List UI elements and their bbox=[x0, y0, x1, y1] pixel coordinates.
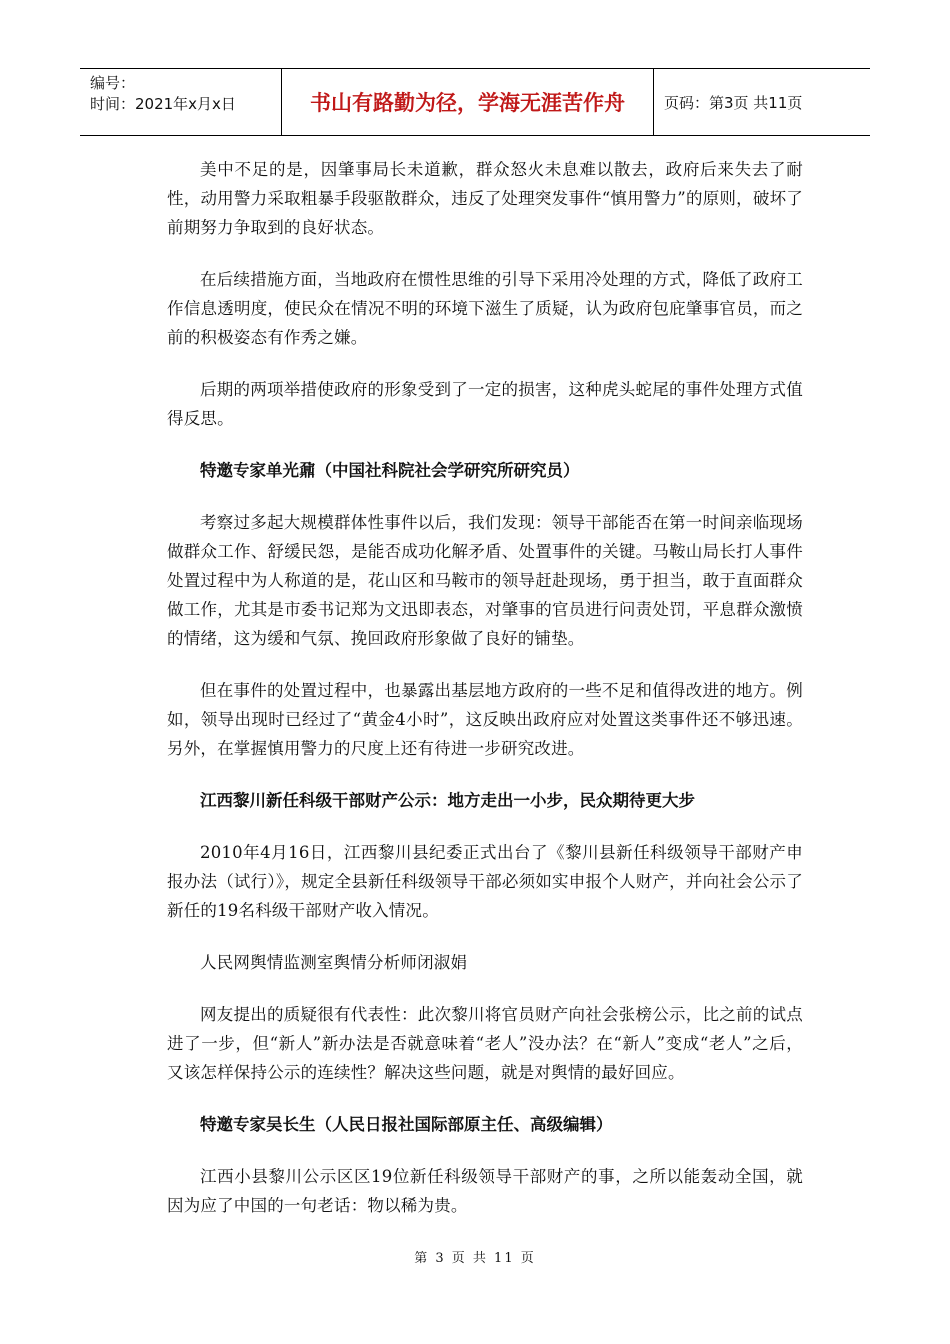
paragraph: 2010年4月16日，江西黎川县纪委正式出台了《黎川县新任科级领导干部财产申报办法（试行）》，规定全县新任科级领导干部必须如实申报个人财产，并向社会公示了新任的19名科级干部财产收入情况。 bbox=[167, 843, 803, 920]
paragraph: 美中不足的是，因肇事局长未道歉，群众怒火未息难以散去，政府后来失去了耐性，动用警力采取粗暴手段驱散群众，违反了处理突发事件“慎用警力”的原则，破坏了前期努力争取到的良好状态。 bbox=[167, 160, 803, 237]
paragraph: 网友提出的质疑很有代表性：此次黎川将官员财产向社会张榜公示，比之前的试点进了一步，但“新人”新办法是否就意味着“老人”没办法？在“新人”变成“老人”之后，又该怎样保持公示的连续性？解决这些问题，就是对舆情的最好回应。 bbox=[167, 1005, 803, 1082]
section-heading: 特邀专家吴长生（人民日报社国际部原主任、高级编辑） bbox=[200, 1115, 613, 1134]
paragraph: 但在事件的处置过程中，也暴露出基层地方政府的一些不足和值得改进的地方。例如，领导出现时已经过了“黄金4小时”，这反映出政府应对处置这类事件还不够迅速。另外，在掌握慎用警力的尺度上还有待进一步研究改进。 bbox=[167, 681, 803, 758]
section-heading: 江西黎川新任科级干部财产公示：地方走出一小步，民众期待更大步 bbox=[200, 791, 695, 810]
paragraph: 人民网舆情监测室舆情分析师闭淑娟 bbox=[200, 953, 468, 972]
paragraph: 江西小县黎川公示区区19位新任科级领导干部财产的事，之所以能轰动全国，就因为应了中国的一句老话：物以稀为贵。 bbox=[167, 1167, 803, 1215]
document-date: 时间：2021年x月x日 bbox=[90, 95, 236, 113]
paragraph: 在后续措施方面，当地政府在惯性思维的引导下采用冷处理的方式，降低了政府工作信息透明度，使民众在情况不明的环境下滋生了质疑，认为政府包庇肇事官员，而之前的积极姿态有作秀之嫌。 bbox=[167, 270, 803, 347]
header-page-info: 页码：第3页 共11页 bbox=[664, 93, 803, 112]
header-meta bbox=[80, 69, 282, 135]
page-footer: 第 3 页 共 11 页 bbox=[414, 1251, 536, 1266]
document-body bbox=[167, 155, 803, 1243]
section-heading: 特邀专家单光鼐（中国社科院社会学研究所研究员） bbox=[200, 461, 580, 480]
document-number: 编号： bbox=[90, 74, 136, 92]
paragraph: 后期的两项举措使政府的形象受到了一定的损害，这种虎头蛇尾的事件处理方式值得反思。 bbox=[167, 380, 803, 428]
page-header bbox=[80, 68, 870, 136]
header-motto: 书山有路勤为径，学海无涯苦作舟 bbox=[282, 69, 654, 135]
paragraph: 考察过多起大规模群体性事件以后，我们发现：领导干部能否在第一时间亲临现场做群众工作、舒缓民怨，是能否成功化解矛盾、处置事件的关键。马鞍山局长打人事件处置过程中为人称道的是，花山区和马鞍市的领导赶赴现场，勇于担当，敢于直面群众做工作，尤其是市委书记郑为文迅即表态，对肇事的官员进行问责处罚，平息群众激愤的情绪，这为缓和气氛、挽回政府形象做了良好的铺垫。 bbox=[167, 513, 803, 648]
